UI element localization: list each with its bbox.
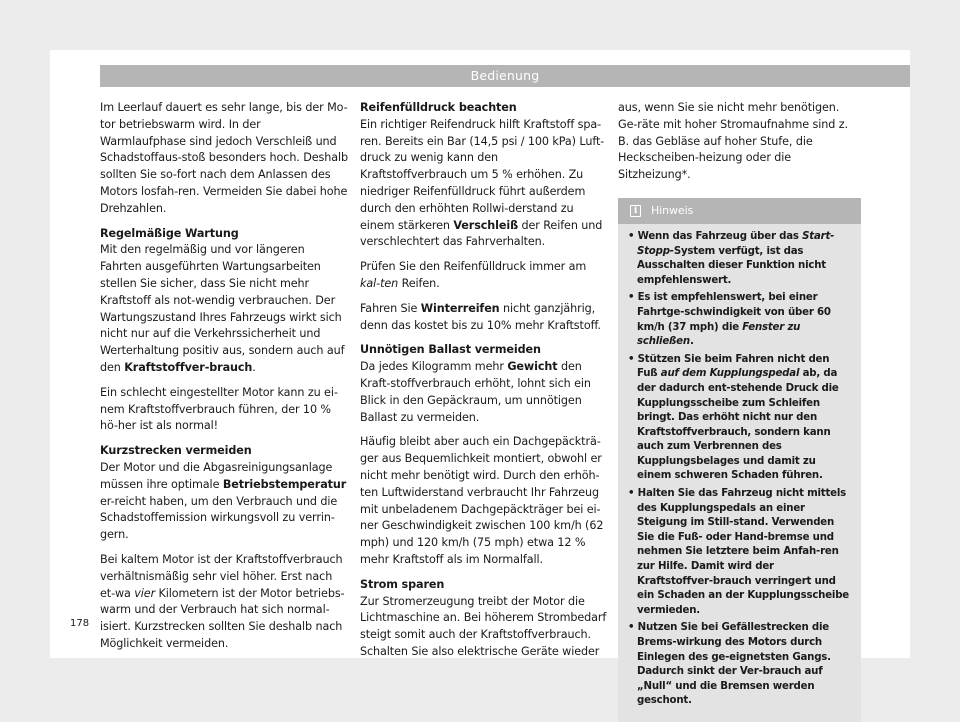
paragraph: Häufig bleibt aber auch ein Dachgepäckträ-ger aus Bequemlichkeit montiert, obwohl er nicht mehr benötigt wird. Durch den erhöh-ten Luftwiderstand verbraucht Ihr Fahrzeug mit unbeladenem Dachgepäckträger bei ei-ner Geschwindigkeit zwischen 100 km/h (62 mph) und 120 km/h (75 mph) etwa 12 % mehr Kraftstoff als im Normalfall. [360, 435, 604, 566]
paragraph: Da jedes Kilogramm mehr Gewicht den Kraft-stoffverbrauch erhöht, lohnt sich ein Blick in den Gepäckraum, um unnötigen Ballast zu vermeiden. [360, 360, 591, 424]
paragraph: Bei kaltem Motor ist der Kraftstoffverbrauch verhältnismäßig sehr viel höher. Erst nach et-wa vier Kilometern ist der Motor betriebs-warm und der Verbrauch hat sich normal-isiert. Kurzstrecken sollten Sie deshalb nach Möglichkeit vermeiden. [100, 552, 345, 650]
paragraph: Prüfen Sie den Reifenfülldruck immer am kal-ten Reifen. [360, 260, 587, 290]
note-header [618, 198, 861, 224]
column-2 [360, 100, 608, 669]
list-item: • Wenn das Fahrzeug über das Start-Stopp-System verfügt, ist das Ausschalten dieser Funktion nicht empfehlenswert. [628, 230, 835, 286]
list-item: • Es ist empfehlenswert, bei einer Fahrtge-schwindigkeit von über 60 km/h (37 mph) die Fenster zu schließen. [628, 292, 831, 348]
paragraph: Mit den regelmäßig und vor längeren Fahrten ausgeführten Wartungsarbeiten stellen Sie sicher, dass Sie nicht mehr Kraftstoff als not-wendig verbrauchen. Der Wartungszustand Ihres Fahrzeugs wirkt sich nicht nur auf die Verkehrssicherheit und Werterhaltung positiv aus, sondern auch auf den Kraftstoffver-brauch. [100, 243, 345, 374]
note-list [618, 224, 861, 709]
heading-kurzstrecken: Kurzstrecken vermeiden [100, 444, 252, 458]
paragraph: Ein richtiger Reifendruck hilft Kraftstoff spa-ren. Bereits ein Bar (14,5 psi / 100 kPa) Luft-druck zu wenig kann den Kraftstoffverbrauch um 5 % erhöhen. Zu niedriger Reifenfülldruck führt außerdem durch den erhöhten Rollwi-derstand zu einem stärkeren Verschleiß der Reifen und verschlechtert das Fahrverhalten. [360, 117, 605, 249]
list-item: • Stützen Sie beim Fahren nicht den Fuß auf dem Kupplungspedal ab, da der dadurch ent-stehende Druck die Kupplungsscheibe zum Schleifen bringt. Das erhöht nicht nur den Kraftstoffverbrauch, sondern kann auch zum Verbrennen des Kupplungsbelages und damit zu einem schweren Schaden führen. [628, 353, 839, 482]
heading-wartung: Regelmäßige Wartung [100, 226, 239, 240]
paragraph: Ein schlecht eingestellter Motor kann zu ei-nem Kraftstoffverbrauch führen, der 10 % hö-her ist als normal! [100, 385, 338, 433]
heading-ballast: Unnötigen Ballast vermeiden [360, 343, 541, 357]
section-header: Bedienung [100, 65, 910, 87]
manual-page [50, 50, 910, 707]
paragraph: Fahren Sie Winterreifen nicht ganzjährig, denn das kostet bis zu 10% mehr Kraftstoff. [360, 301, 601, 332]
note-title: Hinweis [651, 203, 694, 217]
column-1 [100, 100, 348, 661]
list-item: • Halten Sie das Fahrzeug nicht mittels des Kupplungspedals an einer Steigung im Still-stand. Verwenden Sie die Fuß- oder Hand-bremse und nehmen Sie letztere beim Anfah-ren zur Hilfe. Damit wird der Kraftstoffver-brauch verringert und ein Schaden an der Kupplungsscheibe vermieden. [628, 488, 850, 616]
paragraph: aus, wenn Sie sie nicht mehr benötigen. Ge-räte mit hoher Stromaufnahme sind z. B. das Gebläse auf hoher Stufe, die Heckscheiben-heizung oder die Sitzheizung*. [618, 101, 848, 182]
paragraph: Zur Stromerzeugung treibt der Motor die Lichtmaschine an. Bei höherem Strombedarf steigt somit auch der Kraftstoffverbrauch. Schalten Sie also elektrische Geräte wieder [360, 594, 607, 658]
heading-reifen: Reifenfülldruck beachten [360, 101, 517, 114]
column-3 [618, 100, 861, 722]
list-item: • Nutzen Sie bei Gefällestrecken die Brems-wirkung des Motors durch Einlegen des ge-eignetsten Gangs. Dadurch sinkt der Ver-brauch auf „Null“ und die Bremsen werden geschont. [628, 622, 831, 707]
paragraph: Im Leerlauf dauert es sehr lange, bis der Mo-tor betriebswarm wird. In der Warmlaufphase sind jedoch Verschleiß und Schadstoffaus-stoß besonders hoch. Deshalb sollten Sie so-fort nach dem Anlassen des Motors losfah-ren. Vermeiden Sie dabei hohe Drehzahlen. [100, 101, 348, 215]
paragraph: Der Motor und die Abgasreinigungsanlage müssen ihre optimale Betriebstemperatur er-reicht haben, um den Verbrauch und die Schadstoffemission wirkungsvoll zu verrin-gern. [100, 460, 347, 542]
heading-strom: Strom sparen [360, 577, 445, 591]
note-box [618, 198, 861, 722]
info-icon: i [630, 205, 641, 217]
page-number: 178 [70, 618, 90, 629]
